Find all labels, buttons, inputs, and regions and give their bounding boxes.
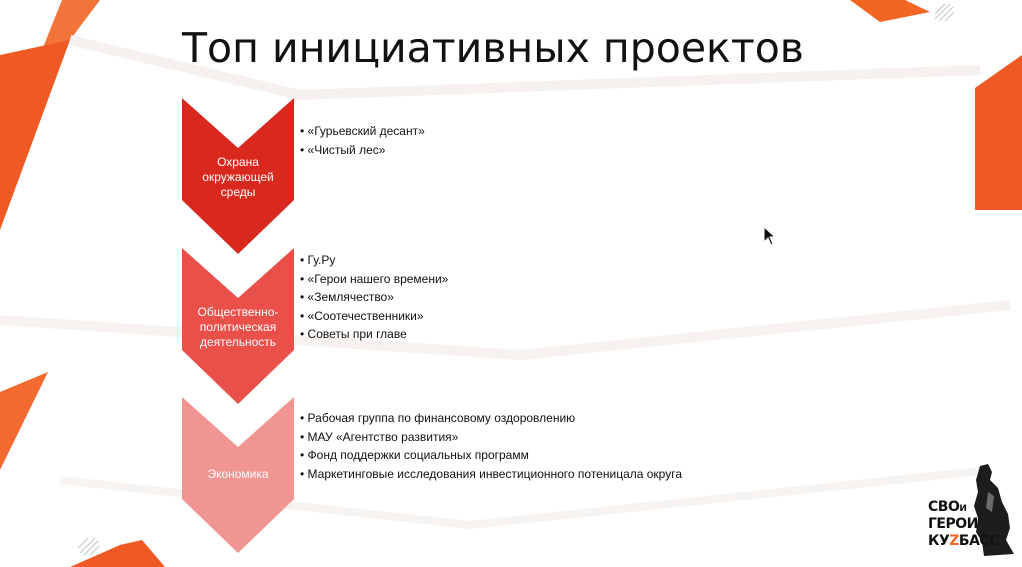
logo-word-and: И xyxy=(959,504,967,514)
logo-word-svo: СВО xyxy=(928,499,960,515)
orange-stripe-top-right xyxy=(850,0,930,22)
category-chevron-economy xyxy=(182,397,294,553)
logo-word-part: КУ xyxy=(928,533,950,549)
list-item: • «Соотечественники» xyxy=(300,307,448,326)
svo-heroes-kuzbass-logo xyxy=(918,462,1018,562)
list-item: • Гу.Ру xyxy=(300,251,448,270)
category-label-line: окружающей xyxy=(202,170,274,184)
project-list-economy xyxy=(300,409,682,483)
orange-triangle-bottom-left xyxy=(0,372,48,470)
orange-triangle-left xyxy=(0,40,70,230)
list-item: • Рабочая группа по финансовому оздоровлению xyxy=(300,409,682,428)
category-label xyxy=(182,305,294,350)
light-stripe-middle xyxy=(0,305,1010,355)
category-label xyxy=(182,155,294,200)
category-label-line: среды xyxy=(220,185,256,199)
list-item: • МАУ «Агентство развития» xyxy=(300,428,682,447)
list-item: • «Чистый лес» xyxy=(300,141,425,160)
logo-line-3 xyxy=(928,534,999,549)
mouse-cursor-icon xyxy=(763,226,777,246)
category-chevron-environment xyxy=(182,98,294,254)
orange-stripe-bottom xyxy=(70,540,165,567)
list-item: • «Землячество» xyxy=(300,288,448,307)
orange-triangle-right xyxy=(975,55,1022,210)
list-item: • «Герои нашего времени» xyxy=(300,270,448,289)
category-label-line: Экономика xyxy=(207,467,269,481)
logo-line-2: ГЕРОИ xyxy=(928,516,978,532)
category-label-line: деятельность xyxy=(199,335,277,349)
page-title: Топ инициативных проектов xyxy=(182,24,804,72)
logo-line-1 xyxy=(928,500,966,517)
logo-word-part: БАСС xyxy=(958,533,999,549)
list-item: • Маркетинговые исследования инвестиционного потеницала округа xyxy=(300,465,682,484)
category-label-line: Охрана xyxy=(217,155,259,169)
category-chevron-social-political xyxy=(182,248,294,404)
logo-letter-z: Z xyxy=(949,533,959,549)
category-label xyxy=(182,467,294,482)
list-item: • «Гурьевский десант» xyxy=(300,122,425,141)
category-label-line: Общественно- xyxy=(197,305,279,319)
project-list-social-political xyxy=(300,251,448,344)
list-item: • Советы при главе xyxy=(300,325,448,344)
list-item: • Фонд поддержки социальных программ xyxy=(300,446,682,465)
project-list-environment xyxy=(300,122,425,159)
category-label-line: политическая xyxy=(199,320,277,334)
